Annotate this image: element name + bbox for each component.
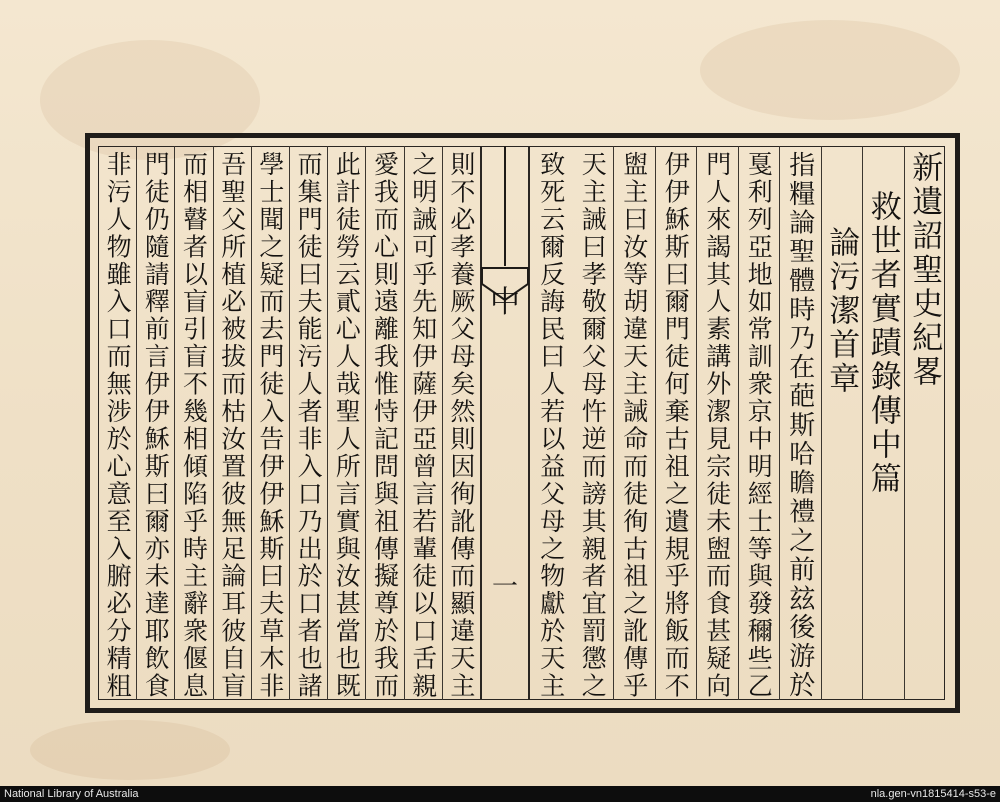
text-column: 門人來謁其人素講外潔見宗徒未盥而食甚疑向 (702, 151, 732, 700)
column-rule (738, 146, 739, 700)
text-column: 門徒仍隨請釋前言伊伊穌斯曰爾亦未達耶飲食 (141, 151, 171, 700)
book-title: 新遺詔聖史紀畧 (906, 151, 943, 389)
column-rule (613, 146, 614, 700)
book-subtitle: 救世者實蹟錄傳中篇 (864, 190, 901, 496)
column-rule (289, 146, 290, 700)
column-rule (655, 146, 656, 700)
text-column: 非污人物雖入口而無涉於心意至入腑必分精粗 (103, 151, 133, 700)
text-column: 指糧論聖體時乃在葩斯哈瞻禮之前玆後游於 (784, 151, 815, 700)
column-rule (904, 146, 905, 700)
text-column: 此計徒勞云貳心人哉聖人所言實與汝甚當也既 (332, 151, 362, 700)
column-rule (821, 146, 822, 700)
text-column: 天主誡曰孝敬爾父母忤逆而謗其親者宜罰懲之 (578, 151, 608, 700)
column-rule (779, 146, 780, 700)
column-rule (862, 146, 863, 700)
fold-line (528, 146, 530, 700)
column-rule (213, 146, 214, 700)
column-rule (327, 146, 328, 700)
fold-line (504, 146, 506, 266)
footer-identifier: nla.gen-vn1815414-s53-e (870, 788, 996, 800)
column-rule (365, 146, 366, 700)
column-rule (404, 146, 405, 700)
text-column: 伊伊穌斯曰爾門徒何棄古祖之遺規乎將飯而不 (661, 151, 691, 700)
fold-page-number: 一 (491, 572, 518, 602)
footer-source: National Library of Australia (4, 788, 139, 800)
archive-footer (0, 786, 1000, 802)
column-rule (696, 146, 697, 700)
text-column: 盥主曰汝等胡違天主誡命而徒徇古祖之訛傳乎 (619, 151, 649, 700)
text-column: 則不必孝養厥父母矣然則因徇訛傳而顯違天主 (446, 151, 476, 700)
fold-line (480, 146, 482, 700)
center-fold (480, 146, 530, 700)
column-rule (174, 146, 175, 700)
text-column: 學士聞之疑而去門徒入告伊伊穌斯曰夫草木非 (255, 151, 285, 700)
fold-center-char: 中 (490, 285, 520, 320)
column-rule (136, 146, 137, 700)
column-rule (442, 146, 443, 700)
text-column: 致死云爾反誨民曰人若以益父母之物獻於天主 (536, 151, 566, 700)
text-column: 而相瞽者以盲引盲不幾相傾陷乎時主辭衆偃息 (179, 151, 209, 700)
paper-stain (30, 720, 230, 780)
text-column: 戛利列亞地如常訓衆京中明經士等與發穪些乙 (744, 151, 774, 700)
column-rule (251, 146, 252, 700)
text-column: 愛我而心則遠離我惟恃記問與祖傳擬尊於我而 (370, 151, 400, 700)
text-column: 而集門徒曰夫能污人者非入口乃出於口者也諸 (294, 151, 324, 700)
chapter-heading: 論污潔首章 (823, 226, 860, 396)
paper-stain (700, 20, 960, 120)
text-column: 之明誡可乎先知伊薩伊亞曾言若輩徒以口舌親 (408, 151, 438, 700)
text-column: 吾聖父所植必被拔而枯汝置彼無足論耳彼自盲 (217, 151, 247, 700)
